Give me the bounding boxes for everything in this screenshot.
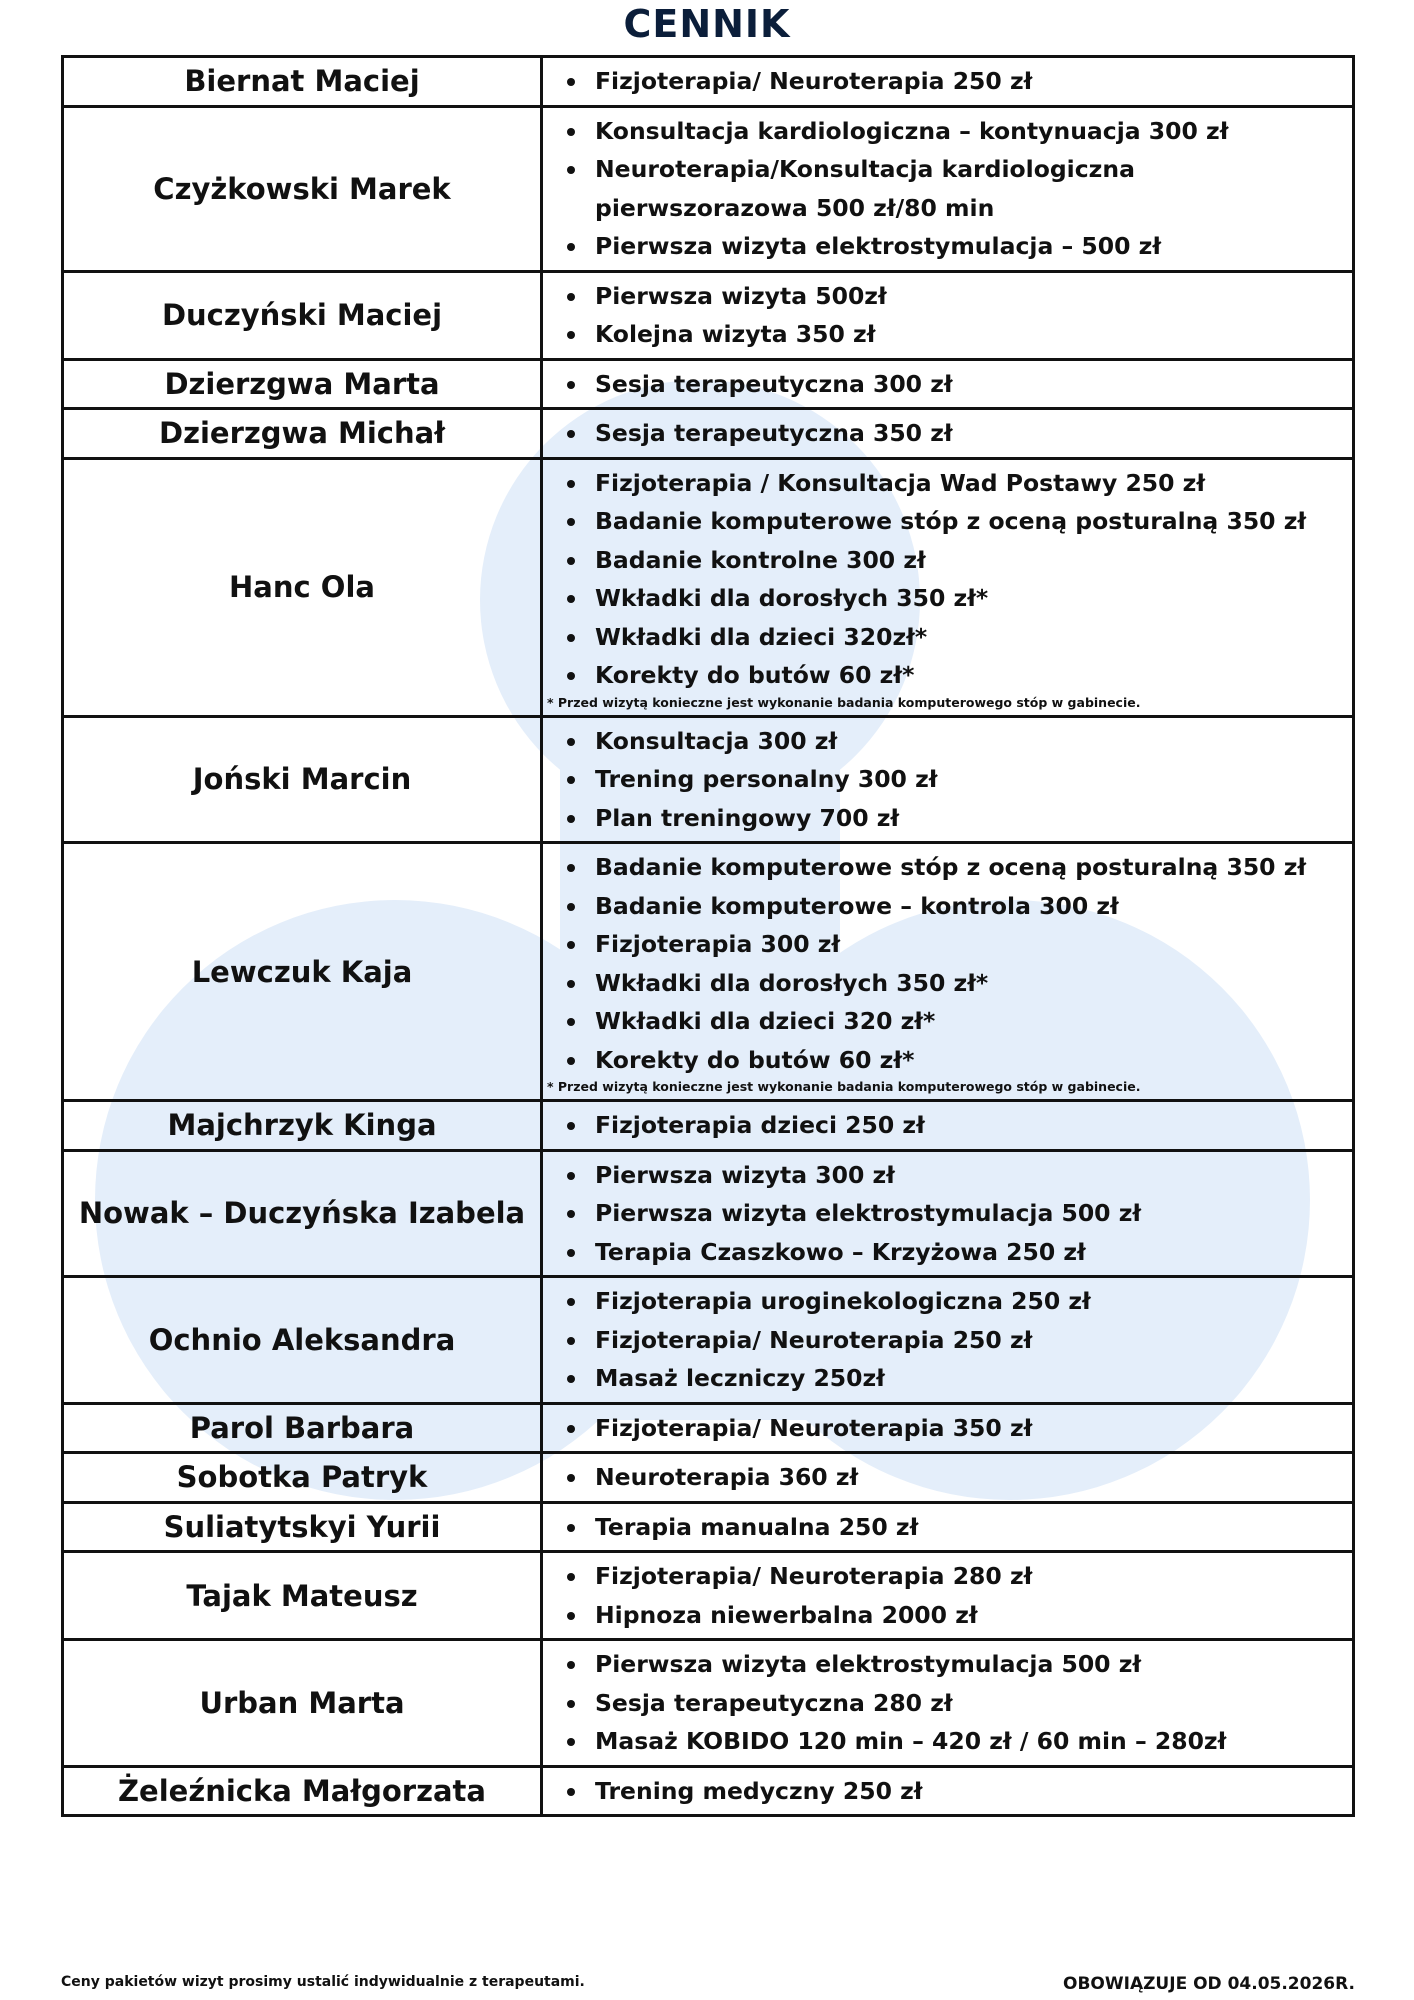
- therapist-name: Parol Barbara: [63, 1403, 542, 1453]
- price-row: [63, 843, 1354, 1101]
- services-cell: [542, 1453, 1354, 1503]
- services-list: [543, 1409, 1352, 1448]
- service-item: Fizjoterapia/ Neuroterapia 250 zł: [543, 1321, 1352, 1360]
- service-item: Masaż KOBIDO 120 min – 420 zł / 60 min – 280zł: [543, 1722, 1352, 1761]
- therapist-name: Ochnio Aleksandra: [63, 1277, 542, 1404]
- price-row: [63, 359, 1354, 409]
- services-list: [543, 1557, 1352, 1634]
- therapist-name: Nowak – Duczyńska Izabela: [63, 1150, 542, 1277]
- service-item: Terapia manualna 250 zł: [543, 1508, 1352, 1547]
- service-item: Fizjoterapia/ Neuroterapia 350 zł: [543, 1409, 1352, 1448]
- service-item: Fizjoterapia / Konsultacja Wad Postawy 250 zł: [543, 464, 1352, 503]
- price-row: [63, 1453, 1354, 1503]
- service-item: Pierwsza wizyta elektrostymulacja 500 zł: [543, 1194, 1352, 1233]
- services-list: [543, 414, 1352, 453]
- service-note: * Przed wizytą konieczne jest wykonanie badania komputerowego stóp w gabinecie.: [547, 694, 1141, 710]
- service-item: Masaż leczniczy 250zł: [543, 1359, 1352, 1398]
- therapist-name: Suliatytskyi Yurii: [63, 1502, 542, 1552]
- services-list: [543, 1106, 1352, 1145]
- service-item: Fizjoterapia/ Neuroterapia 280 zł: [543, 1557, 1352, 1596]
- therapist-name: Dzierzgwa Marta: [63, 359, 542, 409]
- service-item: Konsultacja 300 zł: [543, 722, 1352, 761]
- services-cell: [542, 1150, 1354, 1277]
- valid-from-date: OBOWIĄZUJE OD 04.05.2026R.: [1063, 1974, 1355, 1994]
- services-list: [543, 1645, 1352, 1761]
- service-item: Wkładki dla dorosłych 350 zł*: [543, 964, 1352, 1003]
- service-item: Fizjoterapia uroginekologiczna 250 zł: [543, 1282, 1352, 1321]
- service-item: Badanie komputerowe – kontrola 300 zł: [543, 887, 1352, 926]
- price-row: [63, 716, 1354, 843]
- service-item: Konsultacja kardiologiczna – kontynuacja 300 zł: [543, 112, 1352, 151]
- service-item: Sesja terapeutyczna 350 zł: [543, 414, 1352, 453]
- services-cell: [542, 409, 1354, 459]
- service-item: Badanie komputerowe stóp z oceną posturalną 350 zł: [543, 502, 1352, 541]
- price-row: [63, 1101, 1354, 1151]
- therapist-name: Dzierzgwa Michał: [63, 409, 542, 459]
- price-row: [63, 409, 1354, 459]
- therapist-name: Urban Marta: [63, 1640, 542, 1767]
- services-list: [543, 1508, 1352, 1547]
- services-list: [543, 722, 1352, 838]
- services-list: [543, 848, 1352, 1079]
- price-row: [63, 1552, 1354, 1640]
- service-item: Kolejna wizyta 350 zł: [543, 315, 1352, 354]
- services-cell: [542, 1277, 1354, 1404]
- services-cell: [542, 1552, 1354, 1640]
- therapist-name: Czyżkowski Marek: [63, 106, 542, 271]
- services-list: [543, 1282, 1352, 1398]
- services-list: [543, 1772, 1352, 1811]
- service-item: Wkładki dla dzieci 320zł*: [543, 618, 1352, 657]
- service-item: Terapia Czaszkowo – Krzyżowa 250 zł: [543, 1233, 1352, 1272]
- service-item: Pierwsza wizyta 300 zł: [543, 1156, 1352, 1195]
- price-table: [61, 55, 1355, 1817]
- services-list: [543, 464, 1352, 695]
- service-item: Sesja terapeutyczna 300 zł: [543, 365, 1352, 404]
- price-row: [63, 458, 1354, 716]
- services-cell: [542, 359, 1354, 409]
- services-list: [543, 277, 1352, 354]
- service-item: Trening medyczny 250 zł: [543, 1772, 1352, 1811]
- service-item: Pierwsza wizyta elektrostymulacja – 500 zł: [543, 227, 1352, 266]
- price-row: [63, 106, 1354, 271]
- therapist-name: Hanc Ola: [63, 458, 542, 716]
- footer-note: Ceny pakietów wizyt prosimy ustalić indywidualnie z terapeutami.: [61, 1974, 585, 1990]
- price-row: [63, 57, 1354, 107]
- service-item: Trening personalny 300 zł: [543, 760, 1352, 799]
- service-item: Badanie komputerowe stóp z oceną posturalną 350 zł: [543, 848, 1352, 887]
- therapist-name: Biernat Maciej: [63, 57, 542, 107]
- services-cell: [542, 106, 1354, 271]
- services-cell: [542, 57, 1354, 107]
- therapist-name: Majchrzyk Kinga: [63, 1101, 542, 1151]
- price-row: [63, 271, 1354, 359]
- therapist-name: Duczyński Maciej: [63, 271, 542, 359]
- price-row: [63, 1403, 1354, 1453]
- service-note: * Przed wizytą konieczne jest wykonanie badania komputerowego stóp w gabinecie.: [547, 1079, 1141, 1094]
- price-row: [63, 1766, 1354, 1816]
- service-item: Badanie kontrolne 300 zł: [543, 541, 1352, 580]
- price-row: [63, 1502, 1354, 1552]
- services-list: [543, 1156, 1352, 1272]
- service-item: Fizjoterapia dzieci 250 zł: [543, 1106, 1352, 1145]
- service-item: Fizjoterapia/ Neuroterapia 250 zł: [543, 62, 1352, 101]
- services-cell: [542, 1403, 1354, 1453]
- services-list: [543, 112, 1352, 266]
- services-cell: [542, 1502, 1354, 1552]
- services-cell: [542, 1101, 1354, 1151]
- service-item: Sesja terapeutyczna 280 zł: [543, 1684, 1352, 1723]
- service-item: Pierwsza wizyta 500zł: [543, 277, 1352, 316]
- service-item: Hipnoza niewerbalna 2000 zł: [543, 1596, 1352, 1635]
- service-item: Neuroterapia/Konsultacja kardiologiczna pierwszorazowa 500 zł/80 min: [543, 150, 1352, 227]
- services-cell: [542, 1640, 1354, 1767]
- price-row: [63, 1150, 1354, 1277]
- page-title: CENNIK: [623, 2, 791, 46]
- service-item: Plan treningowy 700 zł: [543, 799, 1352, 838]
- services-list: [543, 1458, 1352, 1497]
- therapist-name: Sobotka Patryk: [63, 1453, 542, 1503]
- services-cell: [542, 458, 1354, 716]
- service-item: Pierwsza wizyta elektrostymulacja 500 zł: [543, 1645, 1352, 1684]
- services-cell: [542, 1766, 1354, 1816]
- therapist-name: Joński Marcin: [63, 716, 542, 843]
- services-list: [543, 365, 1352, 404]
- service-item: Neuroterapia 360 zł: [543, 1458, 1352, 1497]
- services-list: [543, 62, 1352, 101]
- service-item: Korekty do butów 60 zł*: [543, 1041, 1352, 1080]
- therapist-name: Lewczuk Kaja: [63, 843, 542, 1101]
- services-cell: [542, 843, 1354, 1101]
- price-row: [63, 1640, 1354, 1767]
- service-item: Korekty do butów 60 zł*: [543, 656, 1352, 695]
- service-item: Fizjoterapia 300 zł: [543, 925, 1352, 964]
- services-cell: [542, 271, 1354, 359]
- therapist-name: Tajak Mateusz: [63, 1552, 542, 1640]
- service-item: Wkładki dla dzieci 320 zł*: [543, 1002, 1352, 1041]
- services-cell: [542, 716, 1354, 843]
- service-item: Wkładki dla dorosłych 350 zł*: [543, 579, 1352, 618]
- therapist-name: Żeleźnicka Małgorzata: [63, 1766, 542, 1816]
- price-row: [63, 1277, 1354, 1404]
